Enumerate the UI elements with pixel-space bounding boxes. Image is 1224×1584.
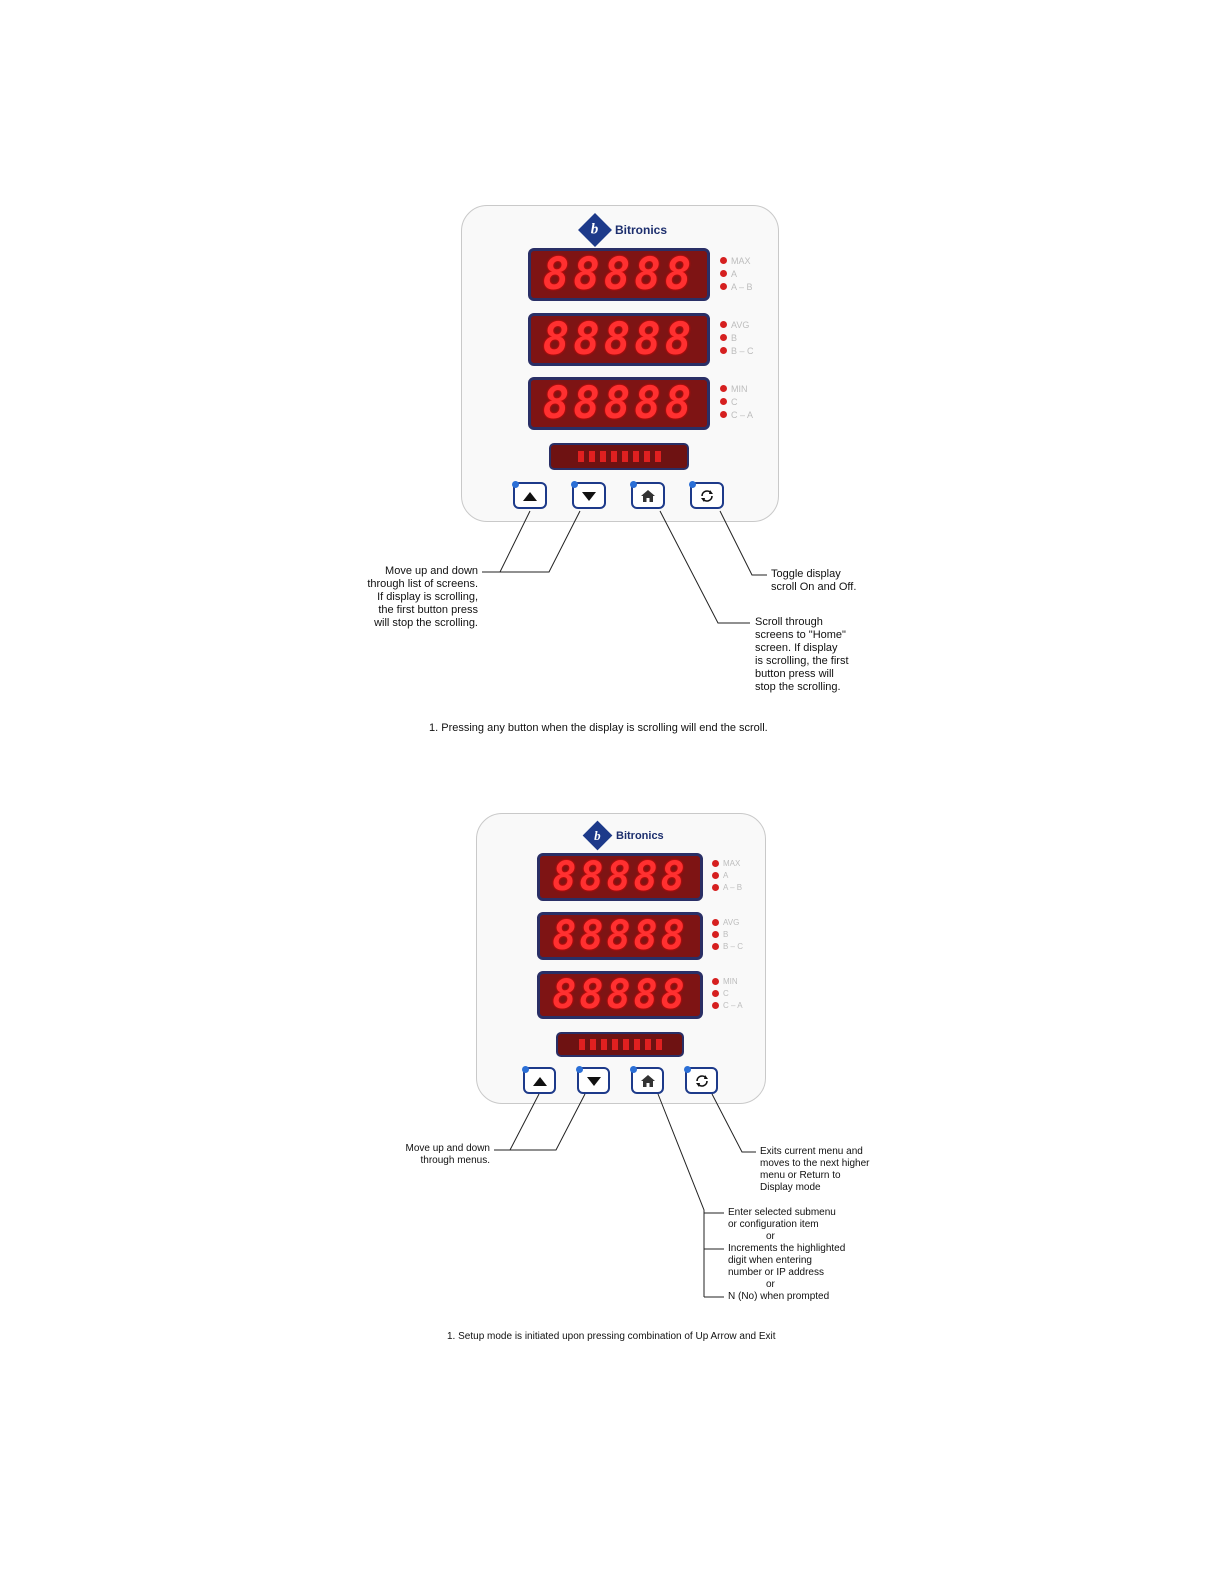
led-label: C (723, 988, 729, 998)
caption-home: Scroll through screens to "Home" screen. If display is scrolling, the first button press will stop the scrolling. (755, 616, 849, 693)
led-label: MAX (731, 255, 751, 266)
digit-readout: 88888 (552, 854, 688, 900)
led-label: B – C (723, 941, 744, 951)
leader-line (510, 1094, 585, 1150)
leader-line (482, 511, 530, 572)
led-label: B (731, 332, 738, 343)
led-label: AVG (731, 319, 750, 330)
brand-name: Bitronics (616, 829, 664, 842)
digit-readout: 88888 (552, 913, 688, 959)
digit-readout: 88888 (542, 313, 696, 365)
led-label: MAX (723, 858, 741, 868)
leader-line (494, 1094, 539, 1150)
brand-name: Bitronics (615, 223, 668, 237)
caption-up-down-1: Move up and down through list of screens. If display is scrolling, the first button press will stop the scrolling. (367, 565, 478, 629)
caption-enter: Enter selected submenu or configuration item or Increments the highlighted digit when entering number or IP address or N (No) when prompted (728, 1207, 846, 1302)
bitronics-logo-icon: b (583, 821, 613, 851)
digit-readout: 88888 (542, 377, 696, 429)
led-label: C (731, 396, 738, 407)
led-label: AVG (723, 917, 740, 927)
leader-line (500, 511, 580, 572)
led-label: A (723, 870, 729, 880)
caption-toggle-scroll: Toggle display scroll On and Off. (771, 568, 857, 593)
led-label: MIN (731, 383, 748, 394)
led-label: B – C (731, 345, 754, 356)
leader-line (712, 1094, 756, 1152)
leader-line (660, 511, 750, 623)
bitronics-logo-icon: b (578, 213, 612, 247)
footnote-2: 1. Setup mode is initiated upon pressing combination of Up Arrow and Exit (447, 1331, 776, 1342)
led-label: A – B (731, 281, 753, 292)
leader-line (658, 1094, 704, 1297)
led-label: MIN (723, 976, 738, 986)
digit-readout: 88888 (542, 248, 696, 300)
footnote-1: 1. Pressing any button when the display is scrolling will end the scroll. (429, 722, 768, 734)
led-label: C – A (731, 409, 754, 420)
caption-exit: Exits current menu and moves to the next higher menu or Return to Display mode (760, 1146, 870, 1193)
led-label: C – A (723, 1000, 743, 1010)
led-label: A – B (723, 882, 743, 892)
led-label: A (731, 268, 738, 279)
caption-up-down-2: Move up and down through menus. (405, 1143, 490, 1166)
led-label: B (723, 929, 729, 939)
leader-line (720, 511, 767, 575)
digit-readout: 88888 (552, 972, 688, 1018)
